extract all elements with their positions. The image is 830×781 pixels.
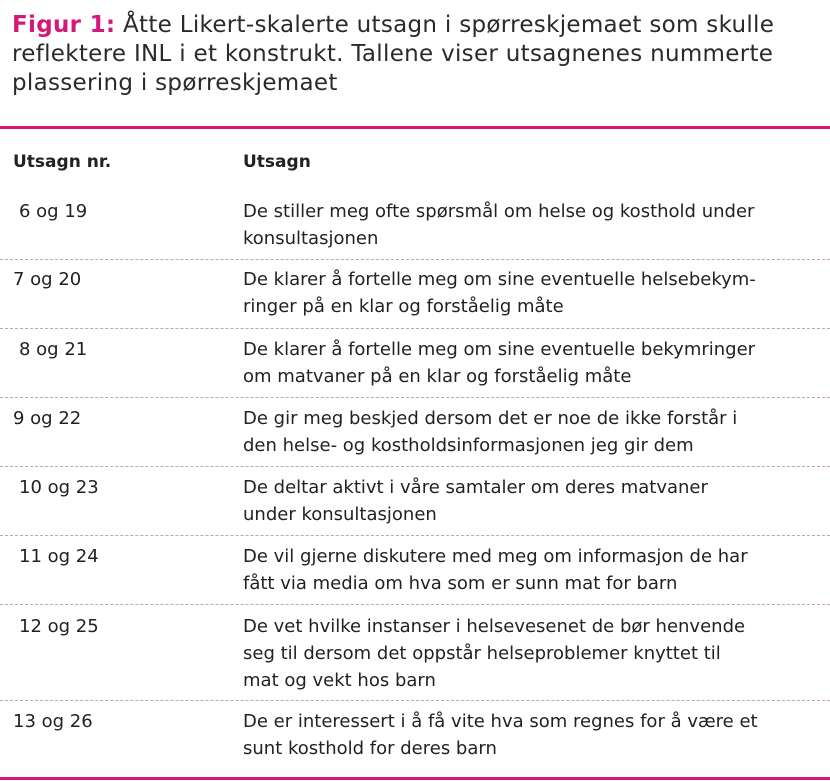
- statement-line: den helse- og kostholdsinformasjonen jeg gir dem: [243, 435, 694, 456]
- statement-text: [243, 708, 825, 762]
- statement-line: De gir meg beskjed dersom det er noe de ikke forstår i: [243, 408, 738, 429]
- statement-text: [243, 474, 825, 528]
- statement-line: konsultasjonen: [243, 228, 379, 249]
- header-utsagn: Utsagn: [243, 152, 311, 172]
- statement-text: [243, 336, 825, 390]
- bottom-rule: [0, 777, 830, 780]
- row-divider: [0, 328, 830, 329]
- statement-line: sunt kosthold for deres barn: [243, 738, 497, 759]
- statement-number: 11 og 24: [19, 546, 99, 567]
- statement-number: 7 og 20: [13, 269, 82, 290]
- statement-line: De klarer å fortelle meg om sine eventuelle helsebekym-: [243, 269, 756, 290]
- statement-text: [243, 266, 825, 320]
- statement-line: De stiller meg ofte spørsmål om helse og kosthold under: [243, 201, 755, 222]
- statement-line: De deltar aktivt i våre samtaler om deres matvaner: [243, 477, 708, 498]
- statement-line: De er interessert i å få vite hva som regnes for å være et: [243, 711, 758, 732]
- statement-text: [243, 198, 825, 252]
- statement-line: seg til dersom det oppstår helseproblemer knyttet til: [243, 643, 721, 664]
- statement-line: ringer på en klar og forståelig måte: [243, 296, 564, 317]
- statement-line: mat og vekt hos barn: [243, 670, 436, 691]
- statement-number: 13 og 26: [13, 711, 93, 732]
- statement-number: 8 og 21: [19, 339, 88, 360]
- statement-line: De vil gjerne diskutere med meg om informasjon de har: [243, 546, 748, 567]
- statement-line: De klarer å fortelle meg om sine eventuelle bekymringer: [243, 339, 756, 360]
- row-divider: [0, 259, 830, 260]
- row-divider: [0, 466, 830, 467]
- statement-line: De vet hvilke instanser i helsevesenet de bør henvende: [243, 616, 746, 637]
- statement-number: 6 og 19: [19, 201, 88, 222]
- statement-text: [243, 543, 825, 597]
- statement-line: om matvaner på en klar og forståelig måte: [243, 366, 632, 387]
- statement-number: 9 og 22: [13, 408, 82, 429]
- header-utsagn-nr: Utsagn nr.: [13, 152, 112, 172]
- top-rule: [0, 126, 830, 129]
- figure-label: Figur 1:: [12, 12, 116, 38]
- row-divider: [0, 700, 830, 701]
- row-divider: [0, 535, 830, 536]
- figure-caption: [12, 11, 827, 98]
- statement-line: under konsultasjonen: [243, 504, 437, 525]
- statement-text: [243, 613, 825, 694]
- table-header: [0, 152, 830, 176]
- figure-caption-text: Åtte Likert-skalerte utsagn i spørreskjemaet som skulle reflektere INL i et konstrukt. Tallene viser utsagnenes nummerte plassering i spørreskjemaet: [12, 12, 775, 96]
- statement-line: fått via media om hva som er sunn mat for barn: [243, 573, 678, 594]
- row-divider: [0, 604, 830, 605]
- statement-number: 12 og 25: [19, 616, 99, 637]
- row-divider: [0, 397, 830, 398]
- statement-number: 10 og 23: [19, 477, 99, 498]
- statement-text: [243, 405, 825, 459]
